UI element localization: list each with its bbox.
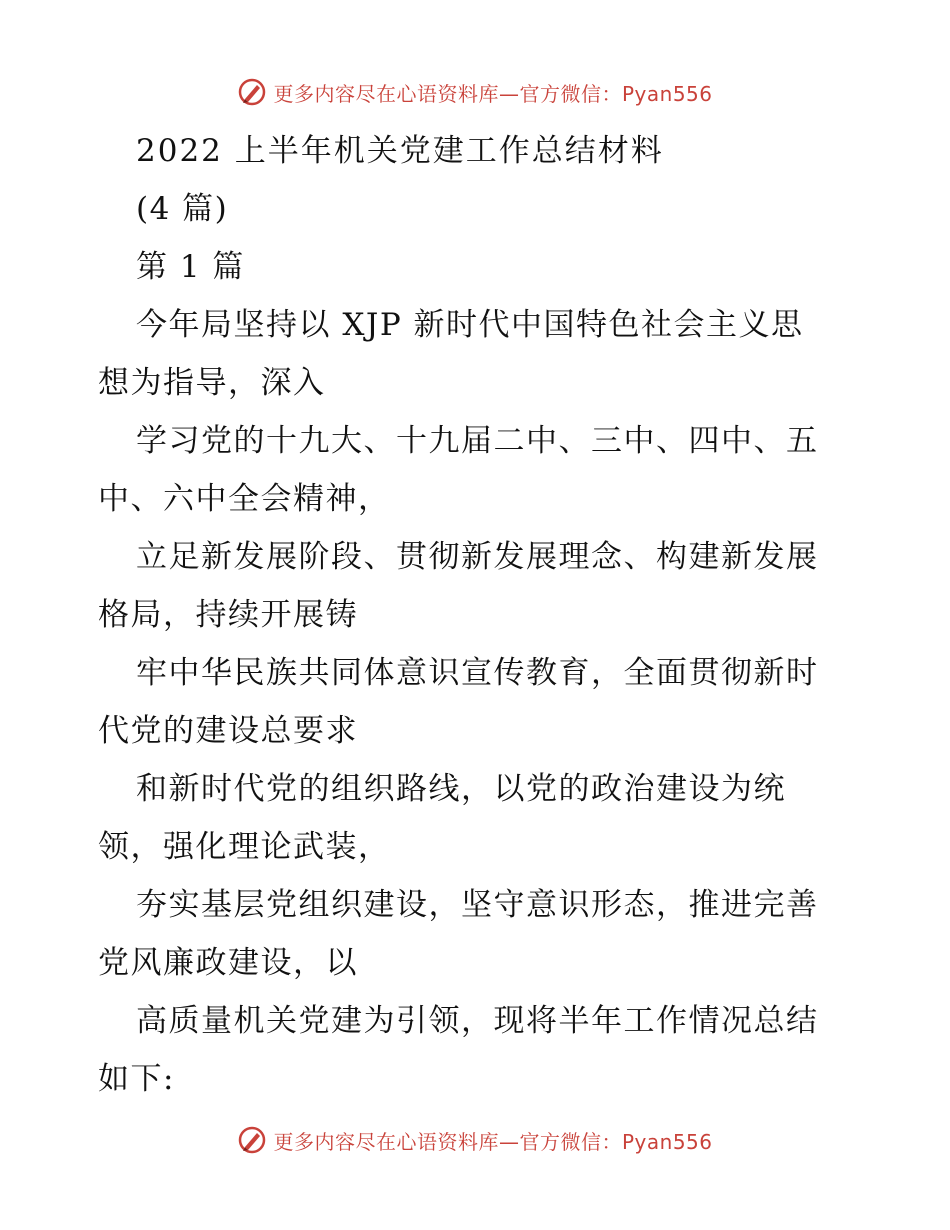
paragraph-line: 高质量机关党建为引领，现将半年工作情况总结 [136, 1003, 819, 1039]
paragraph-line: 如下: [98, 1061, 175, 1097]
paragraph-line: 代党的建设总要求 [98, 713, 358, 749]
paragraph-line: 领，强化理论武装， [98, 829, 391, 865]
paragraph-line: 今年局坚持以 XJP 新时代中国特色社会主义思 [136, 307, 804, 343]
paragraph-line: 立足新发展阶段、贯彻新发展理念、构建新发展 [136, 539, 819, 575]
section-heading: 第 1 篇 [136, 249, 245, 285]
watermark-text: 更多内容尽在心语资料库—官方微信：Pyan556 [273, 81, 713, 106]
paragraph-line: 格局，持续开展铸 [98, 597, 358, 633]
pen-logo-icon [237, 1125, 267, 1155]
paragraph-line: 牢中华民族共同体意识宣传教育，全面贯彻新时 [136, 655, 819, 691]
watermark-text: 更多内容尽在心语资料库—官方微信：Pyan556 [273, 1129, 713, 1154]
document-title: 2022 上半年机关党建工作总结材料 [136, 133, 664, 169]
paragraph-line: 夯实基层党组织建设，坚守意识形态，推进完善 [136, 887, 819, 923]
document-subtitle: (4 篇) [136, 191, 229, 227]
paragraph-line: 学习党的十九大、十九届二中、三中、四中、五 [136, 423, 819, 459]
document-body [98, 122, 858, 1108]
wechat-id: Pyan556 [621, 81, 713, 106]
pen-logo-icon [237, 77, 267, 107]
watermark-banner-top [0, 72, 950, 112]
wechat-id: Pyan556 [621, 1129, 713, 1154]
paragraph-line: 中、六中全会精神， [98, 481, 391, 517]
paragraph-line: 想为指导，深入 [98, 365, 326, 401]
paragraph-line: 和新时代党的组织路线，以党的政治建设为统 [136, 771, 786, 807]
watermark-banner-bottom [0, 1120, 950, 1160]
paragraph-line: 党风廉政建设，以 [98, 945, 358, 981]
